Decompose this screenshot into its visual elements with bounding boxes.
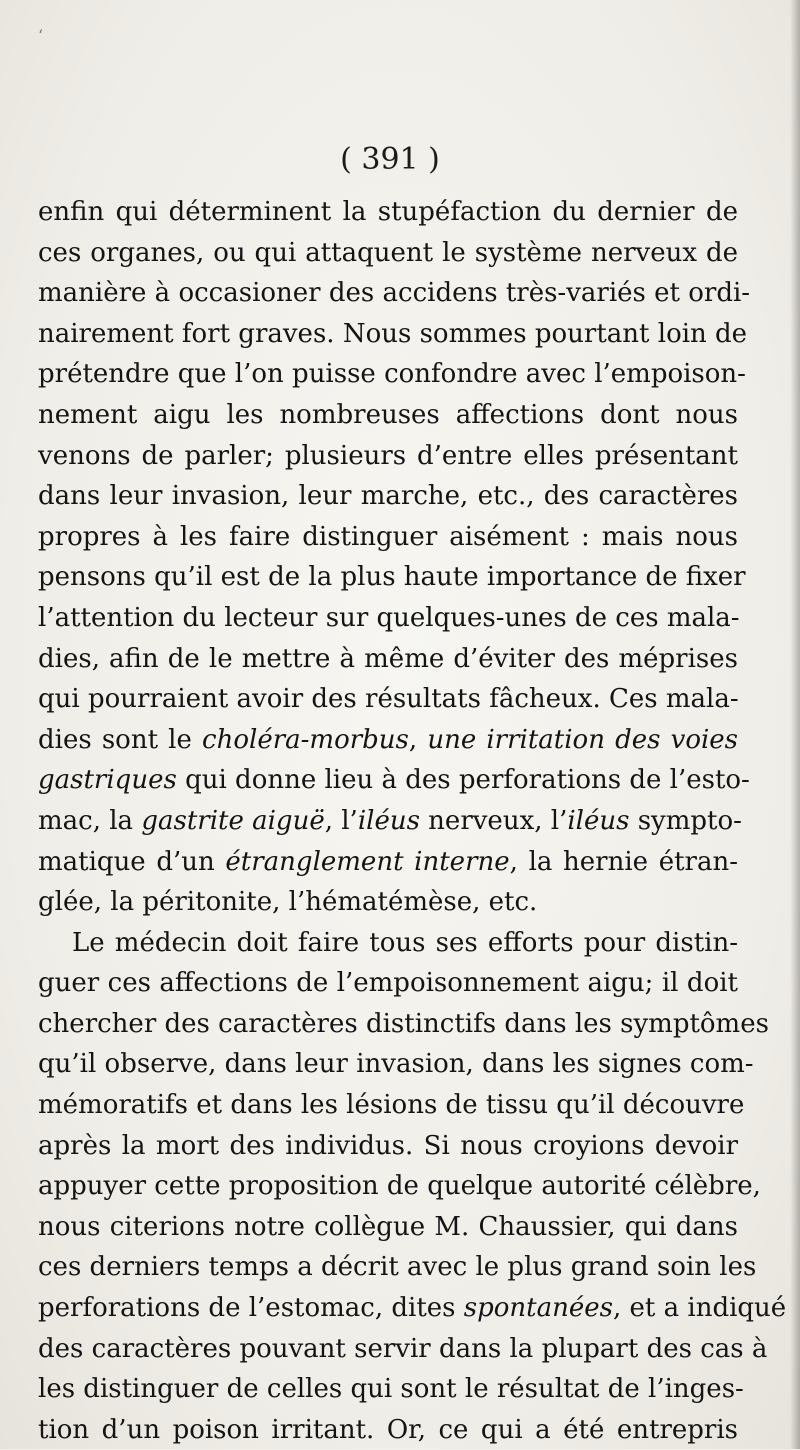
text-segment: ces derniers temps a décrit avec le plus grand soin les xyxy=(38,1252,757,1283)
text-line xyxy=(38,192,738,233)
text-line xyxy=(38,1247,757,1288)
page-edge-shadow xyxy=(790,0,800,1449)
text-line xyxy=(38,1329,768,1370)
text-line xyxy=(38,639,738,680)
italic-text-segment: gastrite aiguë xyxy=(141,805,325,836)
text-segment: venons de parler; plusieurs d’entre elles présentant xyxy=(38,440,738,471)
italic-text-segment: étranglement interne xyxy=(225,846,510,877)
text-segment: guer ces affections de l’empoisonnement aigu; il doit xyxy=(38,968,738,999)
text-line xyxy=(38,476,738,517)
text-segment: manière à occasioner des accidens très-variés et ordi- xyxy=(38,278,751,309)
text-segment: qui donne lieu à des perforations de l’esto- xyxy=(176,765,750,796)
text-segment: dies sont le xyxy=(38,724,203,755)
text-segment: perforations de l’estomac, dites xyxy=(38,1293,464,1324)
text-line xyxy=(38,1166,761,1207)
text-segment: nous citerions notre collègue M. Chaussier, qui dans xyxy=(38,1211,738,1242)
italic-text-segment: iléus xyxy=(357,805,420,836)
text-segment: , xyxy=(408,724,428,755)
text-line xyxy=(38,1410,738,1450)
text-segment: ces organes, ou qui attaquent le système nerveux de xyxy=(38,237,738,268)
text-segment: qu’il observe, dans leur invasion, dans les signes com- xyxy=(38,1049,754,1080)
text-line xyxy=(38,842,738,883)
text-segment: chercher des caractères distinctifs dans les symptômes xyxy=(38,1008,769,1039)
text-segment: après la mort des individus. Si nous croyions devoir xyxy=(38,1130,738,1161)
text-line xyxy=(38,517,738,558)
text-segment: pensons qu’il est de la plus haute importance de fixer xyxy=(38,562,746,593)
text-line xyxy=(38,273,751,314)
text-segment: mac, la xyxy=(38,805,142,836)
text-segment: tion d’un poison irritant. Or, ce qui a été entrepris xyxy=(38,1414,738,1445)
text-line xyxy=(38,720,738,761)
text-line xyxy=(38,1085,745,1126)
text-segment: enfin qui déterminent la stupéfaction du dernier de xyxy=(38,197,738,227)
italic-text-segment: choléra-morbus xyxy=(202,724,409,755)
text-line xyxy=(38,1207,738,1248)
text-line xyxy=(38,1288,787,1329)
text-line xyxy=(38,760,750,801)
body-text xyxy=(38,192,787,1450)
text-line xyxy=(38,1044,754,1085)
text-line xyxy=(38,354,746,395)
text-line xyxy=(38,1004,769,1045)
text-segment: dans leur invasion, leur marche, etc., des caractères xyxy=(38,481,738,512)
text-line xyxy=(38,1369,744,1410)
text-line xyxy=(38,923,738,964)
page-number: ( 391 ) xyxy=(340,142,440,177)
text-line xyxy=(38,679,738,720)
italic-text-segment: gastriques xyxy=(38,765,177,796)
text-line xyxy=(38,557,746,598)
text-line xyxy=(38,314,748,355)
text-segment: Le médecin doit faire tous ses efforts pour distin- xyxy=(72,927,738,958)
text-segment: mémoratifs et dans les lésions de tissu qu’il découvre xyxy=(38,1090,745,1121)
text-segment: matique d’un xyxy=(38,846,226,877)
text-segment: , et a indiqué xyxy=(613,1293,787,1324)
text-line xyxy=(38,395,738,436)
text-segment: propres à les faire distinguer aisément : mais nous xyxy=(38,521,738,552)
italic-text-segment: iléus xyxy=(567,805,630,836)
text-segment: sympto- xyxy=(629,805,742,836)
text-segment: , la hernie étran- xyxy=(509,846,739,877)
text-segment: dies, afin de le mettre à même d’éviter des méprises xyxy=(38,643,738,674)
text-segment: glée, la péritonite, l’hématémèse, etc. xyxy=(38,887,538,918)
text-segment: des caractères pouvant servir dans la plupart des cas à xyxy=(38,1333,768,1364)
text-segment: appuyer cette proposition de quelque autorité célèbre, xyxy=(38,1171,761,1202)
text-segment: nement aigu les nombreuses affections dont nous xyxy=(38,399,738,430)
text-line xyxy=(38,233,738,274)
italic-text-segment: une irritation des voies xyxy=(427,724,739,755)
text-segment: prétendre que l’on puisse confondre avec l’empoison- xyxy=(38,359,746,390)
text-segment: les distinguer de celles qui sont le résultat de l’inges- xyxy=(38,1374,744,1405)
text-line xyxy=(38,801,742,842)
text-line xyxy=(38,598,738,639)
text-segment: nairement fort graves. Nous sommes pourtant loin de xyxy=(38,318,748,349)
text-line xyxy=(38,436,738,477)
paper-speck: ʻ xyxy=(38,26,44,45)
text-line xyxy=(38,1126,738,1167)
text-segment: qui pourraient avoir des résultats fâcheux. Ces mala- xyxy=(38,684,739,715)
text-line xyxy=(38,963,738,1004)
text-segment: nerveux, l’ xyxy=(419,805,568,836)
text-segment: l’attention du lecteur sur quelques-unes de ces mala- xyxy=(38,602,740,633)
text-segment: , l’ xyxy=(324,805,358,836)
text-line xyxy=(38,882,738,923)
italic-text-segment: spontanées xyxy=(463,1293,613,1324)
